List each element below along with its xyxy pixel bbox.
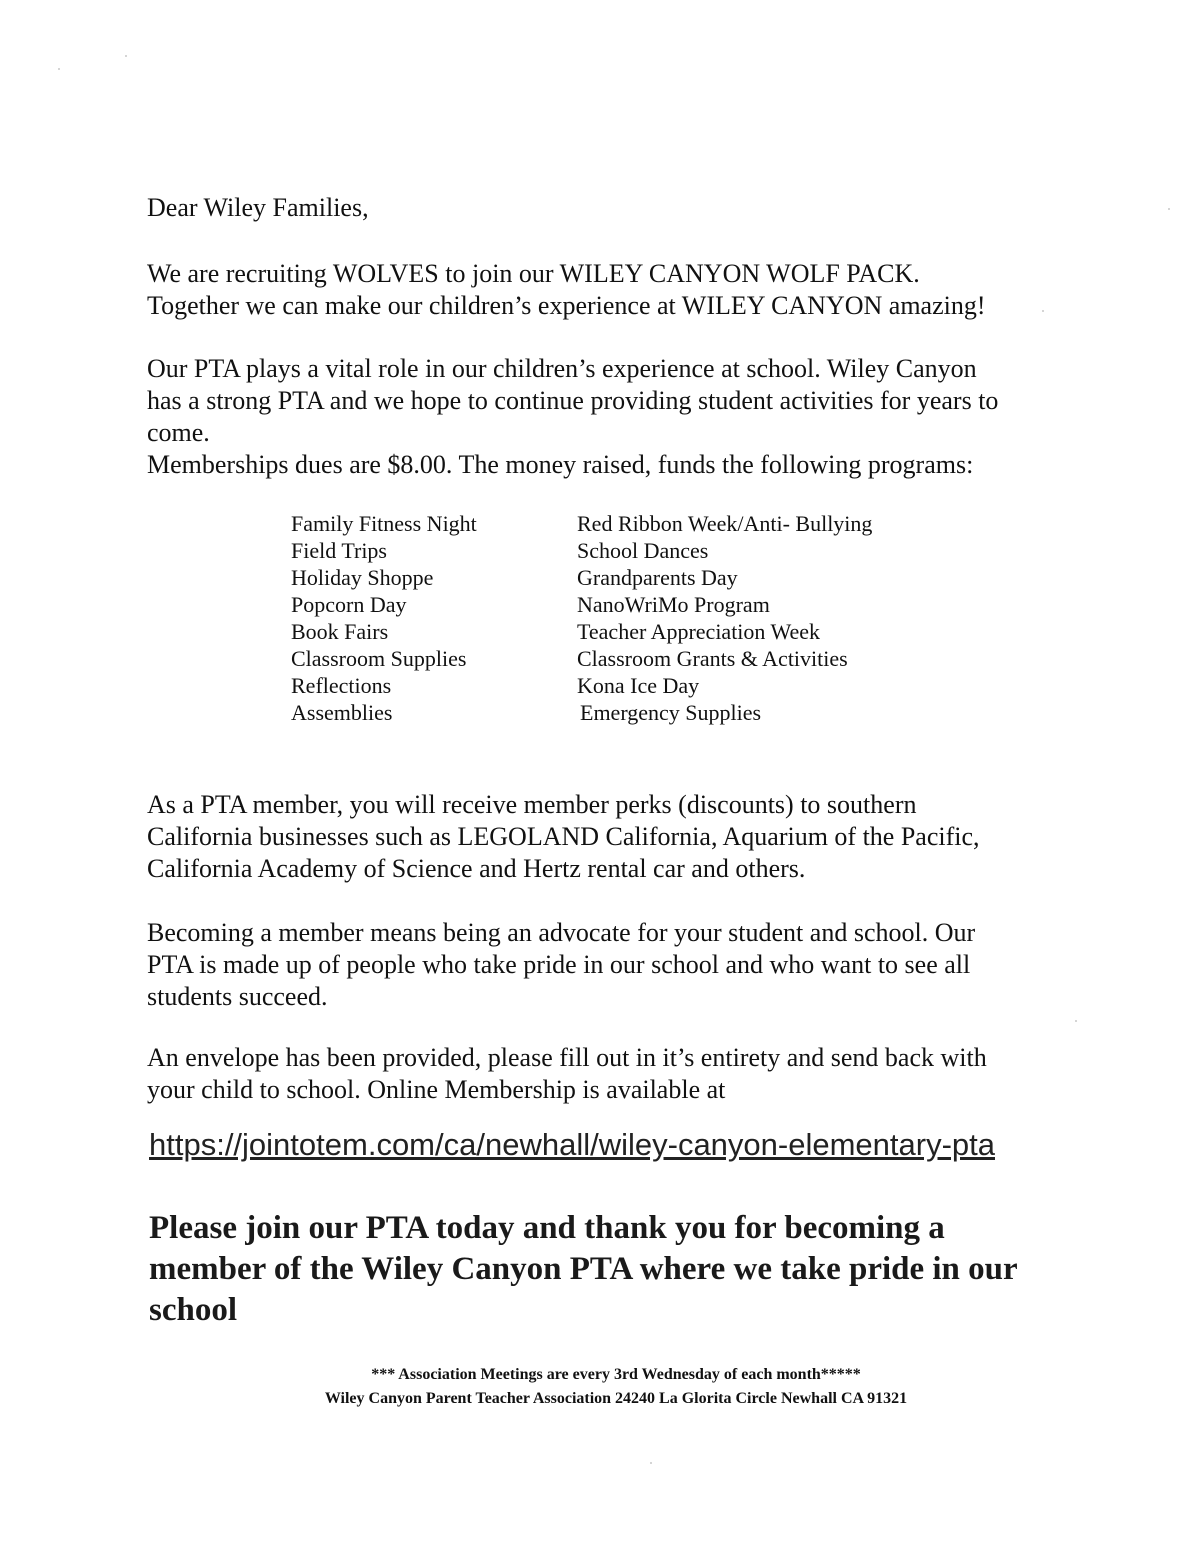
list-item: NanoWriMo Program xyxy=(577,592,770,617)
scan-speck xyxy=(1075,1020,1077,1022)
envelope-line-1: An envelope has been provided, please fill out in it’s entirety and send back with xyxy=(147,1043,987,1072)
membership-link[interactable]: https://jointotem.com/ca/newhall/wiley-canyon-elementary-pta xyxy=(149,1127,995,1162)
closing-message xyxy=(149,1208,1018,1331)
advocate-line-2: PTA is made up of people who take pride in our school and who want to see all xyxy=(147,950,971,979)
list-item: Emergency Supplies xyxy=(580,700,762,725)
list-item: Assemblies xyxy=(291,700,393,725)
list-item: Family Fitness Night xyxy=(291,511,477,536)
closing-line-3: school xyxy=(149,1292,238,1328)
closing-line-2: member of the Wiley Canyon PTA where we take pride in our xyxy=(149,1251,1018,1287)
programs-list-right xyxy=(577,510,872,726)
scan-speck xyxy=(58,68,60,70)
programs-list-left xyxy=(291,510,477,726)
list-item: Field Trips xyxy=(291,538,387,563)
intro-line-2: Together we can make our children’s experience at WILEY CANYON amazing! xyxy=(147,291,986,320)
scan-speck xyxy=(1042,310,1044,312)
list-item: Holiday Shoppe xyxy=(291,565,434,590)
footer-address: Wiley Canyon Parent Teacher Association 24240 La Glorita Circle Newhall CA 91321 xyxy=(324,1390,908,1407)
advocate-line-3: students succeed. xyxy=(147,982,328,1011)
envelope-line-2: your child to school. Online Membership is available at xyxy=(147,1075,726,1104)
pta-role-line-1: Our PTA plays a vital role in our children’s experience at school. Wiley Canyon xyxy=(147,354,977,383)
pta-role-line-2: has a strong PTA and we hope to continue providing student activities for years to xyxy=(147,386,999,415)
salutation: Dear Wiley Families, xyxy=(147,193,369,222)
list-item: Kona Ice Day xyxy=(577,673,700,698)
list-item: Classroom Grants & Activities xyxy=(577,646,848,671)
pta-role-line-3: come. xyxy=(147,418,210,447)
list-item: Red Ribbon Week/Anti- Bullying xyxy=(577,511,873,536)
list-item: School Dances xyxy=(577,538,709,563)
scan-speck xyxy=(650,1462,652,1464)
scan-speck xyxy=(125,55,127,57)
intro-line-1: We are recruiting WOLVES to join our WILEY CANYON WOLF PACK. xyxy=(147,259,920,288)
footer-meetings: *** Association Meetings are every 3rd Wednesday of each month***** xyxy=(371,1366,861,1383)
list-item: Classroom Supplies xyxy=(291,646,467,671)
list-item: Teacher Appreciation Week xyxy=(577,619,821,644)
list-item: Book Fairs xyxy=(291,619,389,644)
perks-line-1: As a PTA member, you will receive member perks (discounts) to southern xyxy=(147,790,917,819)
list-item: Popcorn Day xyxy=(291,592,407,617)
perks-line-2: California businesses such as LEGOLAND California, Aquarium of the Pacific, xyxy=(147,822,980,851)
list-item: Reflections xyxy=(291,673,392,698)
closing-line-1: Please join our PTA today and thank you for becoming a xyxy=(149,1210,945,1246)
advocate-line-1: Becoming a member means being an advocate for your student and school. Our xyxy=(147,918,976,947)
dues-line: Memberships dues are $8.00. The money raised, funds the following programs: xyxy=(147,450,974,479)
perks-line-3: California Academy of Science and Hertz rental car and others. xyxy=(147,854,806,883)
scan-speck xyxy=(1168,208,1170,210)
list-item: Grandparents Day xyxy=(577,565,738,590)
